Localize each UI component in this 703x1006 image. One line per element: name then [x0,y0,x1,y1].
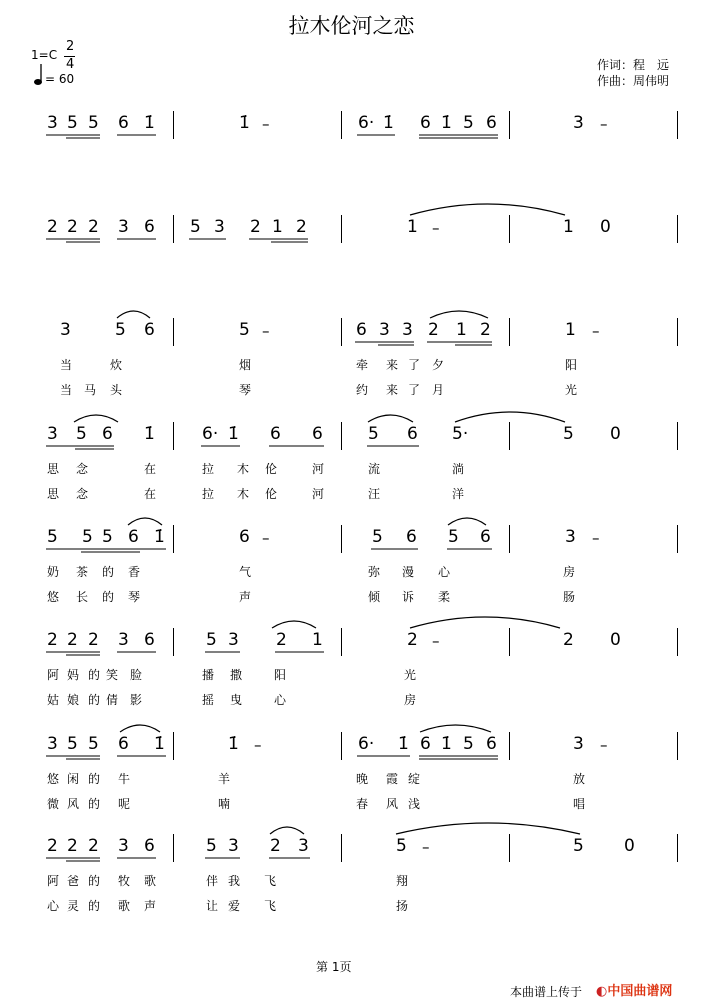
lyric-char: 了 [408,383,421,397]
note: 2 [563,630,574,650]
lyric-char: 约 [356,383,369,397]
lyric-char: 笑 [106,668,119,682]
lyric-char: 阿 [47,668,60,682]
note: 5 [206,836,217,856]
lyric-char: 当 [60,358,73,372]
lyric-char: 妈 [67,668,80,682]
lyric-char: 姑 [47,693,60,707]
note: 6 [144,630,155,650]
note: 3 [118,836,129,856]
note: 1̇ [228,734,239,754]
lyric-char: 在 [144,487,157,501]
lyric-char: 月 [432,383,445,397]
lyric-char: 晚 [356,772,369,786]
note: 5 [47,527,58,547]
lyric-char: 当 [60,383,73,397]
note: 5 [67,734,78,754]
lyric-char: 歌 [118,899,131,913]
note: 3 [573,734,584,754]
note: 5 [206,630,217,650]
note: 3 [298,836,309,856]
note: 6· [358,734,375,754]
note: 3 [47,113,58,133]
time-signature-bottom: 4 [66,57,75,72]
hold-dash: – [600,115,608,133]
note: 6 [406,527,417,547]
note: 1̇ [383,113,394,133]
note: 3 [573,113,584,133]
note: 1̇ [239,113,250,133]
note: 5 [463,113,474,133]
slur [455,412,565,422]
upload-note: 本曲谱上传于 [510,985,583,999]
lyric-char: 拉 [202,462,215,476]
lyric-char: 在 [144,462,157,476]
note: 2 [276,630,287,650]
note: 6 [486,113,497,133]
note: 6· [358,113,375,133]
lyric-char: 马 [84,383,97,397]
hold-dash: – [592,529,600,547]
lyric-char: 阿 [47,874,60,888]
key-signature: 1=C [31,48,58,62]
note: 5 [102,527,113,547]
note: 5 [190,217,201,237]
lyric-char: 的 [88,899,101,913]
note: 5 [396,836,407,856]
note: 2 [296,217,307,237]
lyric-char: 奶 [47,565,60,579]
lyric-char: 肠 [563,590,576,604]
note: 2 [480,320,491,340]
lyric-char: 房 [563,565,576,579]
lyric-char: 悠 [47,772,60,786]
note: 3 [228,630,239,650]
tempo-mark: = 60 [45,72,75,86]
lyric-char: 来 [386,358,399,372]
lyric-char: 房 [404,693,417,707]
note: 6 [102,424,113,444]
lyric-char: 悠 [47,590,60,604]
slur [74,415,118,422]
note: 1 [565,320,576,340]
note: 2 [67,630,78,650]
note: 0 [610,630,621,650]
lyric-char: 呢 [118,797,131,811]
note: 5 [67,113,78,133]
note: 1 [563,217,574,237]
note: 3 [47,424,58,444]
note: 1̇ [154,527,165,547]
lyric-char: 琴 [128,590,141,604]
note: 6 [356,320,367,340]
note: 3 [47,734,58,754]
lyric-char: 汪 [368,487,381,501]
lyric-char: 了 [408,358,421,372]
lyric-char: 我 [228,874,241,888]
lyric-char: 气 [239,565,252,579]
hold-dash: – [262,115,270,133]
note: 3 [565,527,576,547]
composer: 作曲：周伟明 [597,74,670,88]
lyric-char: 的 [102,565,115,579]
lyric-char: 歌 [144,874,157,888]
note: 5 [463,734,474,754]
lyric-char: 光 [404,668,417,682]
hold-dash: – [422,838,430,856]
slur [128,518,162,525]
note: 2 [47,217,58,237]
lyric-char: 阳 [565,358,578,372]
note: 5 [239,320,250,340]
note: 6 [144,836,155,856]
note: 3 [118,630,129,650]
note: 5 [82,527,93,547]
note: 2 [67,217,78,237]
lyric-char: 影 [130,693,143,707]
slur [410,617,560,628]
note: 1 [456,320,467,340]
lyric-char: 声 [144,899,157,913]
note: 6 [118,734,129,754]
slur [396,823,580,834]
slur [448,518,486,525]
note: 1̇ [441,734,452,754]
lyric-char: 扬 [396,899,409,913]
lyric-char: 爸 [67,874,80,888]
slur [120,725,160,732]
lyric-char: 炊 [110,358,123,372]
note: 5 [368,424,379,444]
lyric-char: 风 [67,797,80,811]
lyric-char: 的 [88,772,101,786]
lyric-char: 烟 [239,358,252,372]
note: 1̇ [144,113,155,133]
lyric-char: 浅 [408,797,421,811]
slur [272,621,316,628]
note: 2 [88,630,99,650]
lyric-char: 喃 [218,797,231,811]
lyric-char: 的 [88,693,101,707]
lyric-char: 飞 [264,874,277,888]
lyric-char: 心 [438,565,451,579]
note: 6 [420,113,431,133]
lyric-char: 倾 [368,590,381,604]
note: 5· [452,424,469,444]
note: 0 [624,836,635,856]
lyric-char: 的 [88,874,101,888]
lyric-char: 娘 [67,693,80,707]
lyricist: 作词：程 远 [597,58,670,72]
note: 6 [128,527,139,547]
note: 1 [407,217,418,237]
lyric-char: 洋 [452,487,465,501]
lyric-char: 茶 [76,565,89,579]
lyric-char: 牧 [118,874,131,888]
lyric-char: 绽 [408,772,421,786]
note: 1 [272,217,283,237]
slur [410,204,565,215]
note: 6 [420,734,431,754]
lyric-char: 摇 [202,693,215,707]
note: 3 [228,836,239,856]
slur [270,827,304,834]
note: 2 [88,217,99,237]
lyric-char: 闲 [67,772,80,786]
note: 5 [76,424,87,444]
note: 3 [379,320,390,340]
lyric-char: 弥 [368,565,381,579]
lyric-char: 长 [76,590,89,604]
time-signature-top: 2 [66,39,75,54]
lyric-char: 倩 [106,693,119,707]
note: 6 [270,424,281,444]
lyric-char: 思 [47,462,60,476]
lyric-char: 风 [386,797,399,811]
note: 5 [573,836,584,856]
note: 3 [118,217,129,237]
lyric-char: 淌 [452,462,465,476]
lyric-char: 脸 [130,668,143,682]
note: 3 [60,320,71,340]
hold-dash: – [432,632,440,650]
note: 6 [480,527,491,547]
note: 6 [239,527,250,547]
note: 1 [312,630,323,650]
note: 2 [47,630,58,650]
note: 6· [202,424,219,444]
lyric-char: 河 [312,462,325,476]
note: 2 [270,836,281,856]
note: 2 [407,630,418,650]
lyric-char: 柔 [438,590,451,604]
lyric-char: 放 [573,772,586,786]
lyric-char: 的 [88,668,101,682]
note: 2 [88,836,99,856]
lyric-char: 飞 [264,899,277,913]
lyric-char: 夕 [432,358,445,372]
hold-dash: – [254,736,262,754]
lyric-char: 琴 [239,383,252,397]
lyric-char: 流 [368,462,381,476]
hold-dash: – [600,736,608,754]
site-logo-text: 中国曲谱网 [607,984,673,999]
note: 5 [88,113,99,133]
hold-dash: – [262,529,270,547]
lyric-char: 牛 [118,772,131,786]
lyric-char: 心 [47,899,60,913]
note: 6 [486,734,497,754]
hold-dash: – [262,322,270,340]
lyric-char: 声 [239,590,252,604]
lyric-char: 香 [128,565,141,579]
lyric-char: 播 [202,668,215,682]
lyric-char: 爱 [228,899,241,913]
note: 5 [372,527,383,547]
lyric-char: 来 [386,383,399,397]
note: 5 [563,424,574,444]
note: 5 [115,320,126,340]
lyric-char: 唱 [573,797,586,811]
lyric-char: 羊 [218,772,231,786]
lyric-char: 牵 [356,358,369,372]
lyric-char: 伴 [206,874,219,888]
hold-dash: – [432,219,440,237]
note: 1̇ [228,424,239,444]
note: 6 [144,217,155,237]
lyric-char: 阳 [274,668,287,682]
note: 6 [407,424,418,444]
note: 2 [67,836,78,856]
lyric-char: 心 [274,693,287,707]
lyric-char: 伦 [265,487,278,501]
lyric-char: 光 [565,383,578,397]
note: 0 [610,424,621,444]
note: 6 [312,424,323,444]
lyric-char: 河 [312,487,325,501]
note: 3 [402,320,413,340]
note: 3 [214,217,225,237]
slur [430,311,488,318]
slur [368,415,413,422]
lyric-char: 灵 [67,899,80,913]
note: 1̇ [441,113,452,133]
lyric-char: 伦 [265,462,278,476]
lyric-char: 木 [237,462,250,476]
lyric-char: 的 [88,797,101,811]
lyric-char: 思 [47,487,60,501]
note: 2 [250,217,261,237]
note: 6 [118,113,129,133]
lyric-char: 撒 [230,668,243,682]
note: 0 [600,217,611,237]
lyric-char: 木 [237,487,250,501]
slur [117,311,150,318]
lyric-char: 春 [356,797,369,811]
lyric-char: 漫 [402,565,415,579]
lyric-char: 诉 [402,590,415,604]
lyric-char: 让 [206,899,219,913]
song-title: 拉木伦河之恋 [288,14,415,38]
site-logo: ◐中国曲谱网 [596,984,673,999]
lyric-char: 念 [76,462,89,476]
lyric-char: 曳 [230,693,243,707]
lyric-char: 翔 [396,874,409,888]
page-number: 第 1页 [316,960,352,974]
lyric-char: 念 [76,487,89,501]
lyric-char: 霞 [386,772,399,786]
lyric-char: 头 [110,383,123,397]
note: 2 [47,836,58,856]
slur [420,725,491,732]
note: 1̇ [154,734,165,754]
note: 1̇ [398,734,409,754]
note: 6 [144,320,155,340]
lyric-char: 微 [47,797,60,811]
lyric-char: 的 [102,590,115,604]
note: 5 [448,527,459,547]
hold-dash: – [592,322,600,340]
note: 5 [88,734,99,754]
note: 2 [428,320,439,340]
note: 1̇ [144,424,155,444]
lyric-char: 拉 [202,487,215,501]
